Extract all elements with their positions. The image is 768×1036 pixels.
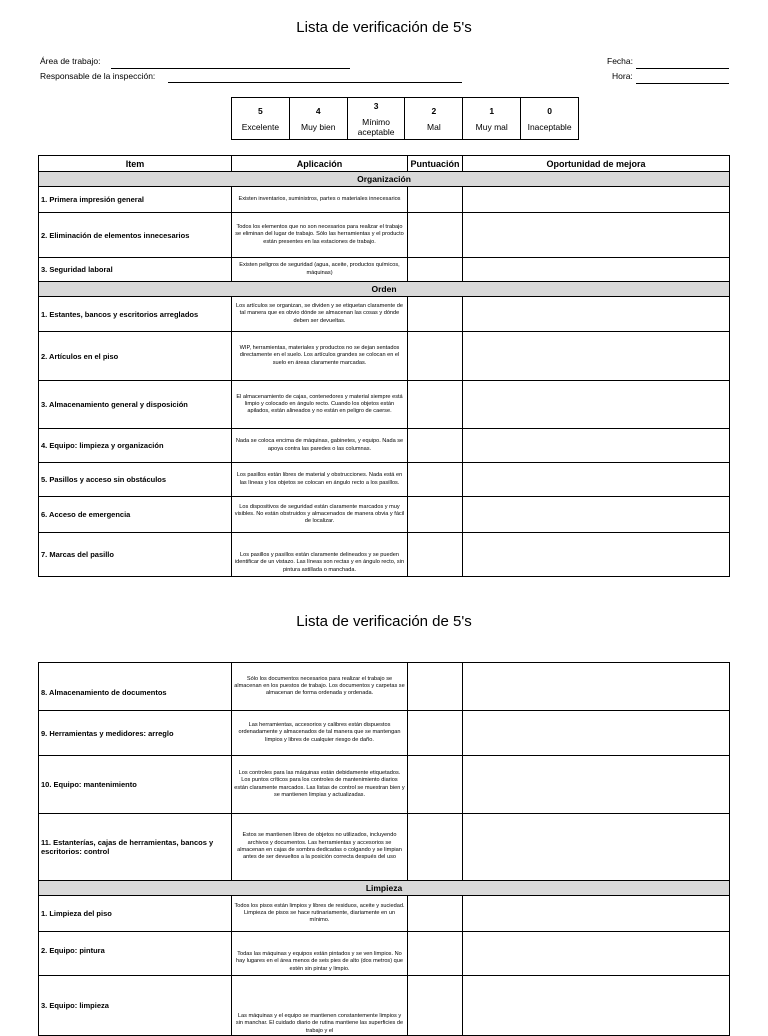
application-cell: WIP, herramientas, materiales y productos no se dejan sentados directamente en el suelo. Los artículos grandes se colocan en el suelo en áreas claramente marcadas. [232,332,408,381]
checklist-table-continued [38,662,730,1036]
item-cell: 2. Equipo: pintura [39,932,232,976]
score-cell[interactable] [408,297,463,332]
date-label: Fecha: [607,56,633,66]
page-title-2: Lista de verificación de 5's [296,613,472,630]
improvement-cell[interactable] [463,711,730,756]
improvement-cell[interactable] [463,896,730,932]
table-row [39,187,730,213]
improvement-cell[interactable] [463,497,730,533]
table-row [39,976,730,1036]
improvement-cell[interactable] [463,297,730,332]
date-field[interactable] [636,68,729,69]
application-cell: Las máquinas y el equipo se mantienen constantemente limpios y sin manchar. El cuidado diario de rutina mantiene las superficies de trabajo y el [232,976,408,1036]
application-cell: Existen peligros de seguridad (agua, aceite, productos químicos, máquinas) [232,258,408,282]
score-cell[interactable] [408,497,463,533]
improvement-cell[interactable] [463,381,730,429]
table-row [39,381,730,429]
area-label: Área de trabajo: [40,56,101,66]
table-row [39,814,730,881]
application-cell: Todas las máquinas y equipos están pintados y se ven limpios. No hay lugares en el área menos de seis pies de alto (dos metros) que estén sin pintar y limpio. [232,932,408,976]
table-row [39,711,730,756]
table-row [39,932,730,976]
application-cell: Sólo los documentos necesarios para realizar el trabajo se almacenan en los puestos de trabajo. Los documentos y carpetas se almacenan de forma ordenada y ordenada. [232,663,408,711]
score-cell[interactable] [408,814,463,881]
rating-scale [231,97,579,140]
header-application: Aplicación [232,156,408,172]
item-cell: 11. Estanterías, cajas de herramientas, bancos y escritorios: control [39,814,232,881]
score-cell[interactable] [408,332,463,381]
header-improvement: Oportunidad de mejora [463,156,730,172]
table-row [39,463,730,497]
table-row [39,497,730,533]
item-cell: 3. Almacenamiento general y disposición [39,381,232,429]
checklist-table [38,155,730,577]
item-cell: 10. Equipo: mantenimiento [39,756,232,814]
application-cell: Los controles para las máquinas están debidamente etiquetados. Los puntos críticos para los controles de mantenimiento diarios están claramente marcados. Las listas de control se muestran bien y se mantienen limpias y actualizadas. [232,756,408,814]
score-cell[interactable] [408,429,463,463]
table-row [39,213,730,258]
score-cell[interactable] [408,258,463,282]
table-row [39,756,730,814]
score-cell[interactable] [408,976,463,1036]
table-row [39,258,730,282]
header-item: Item [39,156,232,172]
page-title: Lista de verificación de 5's [296,19,472,36]
item-cell: 4. Equipo: limpieza y organización [39,429,232,463]
scale-cell: 0 Inaceptable [521,98,579,140]
table-row [39,533,730,577]
header-score: Puntuación [408,156,463,172]
application-cell: Las herramientas, accesorios y calibres están dispuestos ordenadamente y almacenados de tal manera que se mantengan limpios y libres de cualquier riesgo de daño. [232,711,408,756]
table-row [39,332,730,381]
table-row [39,297,730,332]
application-cell: El almacenamiento de cajas, contenedores y material siempre está limpio y colocado en ángulo recto. Cuando los objetos están apilados, están alineados y no están en peligro de caerse. [232,381,408,429]
scale-cell: 3 Mínimo aceptable [347,98,405,140]
item-cell: 8. Almacenamiento de documentos [39,663,232,711]
application-cell: Los artículos se organizan, se dividen y se etiquetan claramente de tal manera que es obvio dónde se almacenan las cosas y dónde deben ser devueltas. [232,297,408,332]
section-header: Orden [39,282,730,297]
time-label: Hora: [612,71,633,81]
item-cell: 3. Equipo: limpieza [39,976,232,1036]
improvement-cell[interactable] [463,533,730,577]
application-cell: Todos los pisos están limpios y libres de residuos, aceite y suciedad. Limpieza de pisos se hace rutinariamente, diariamente en un mínimo. [232,896,408,932]
score-cell[interactable] [408,533,463,577]
responsible-field[interactable] [168,82,462,83]
scale-cell: 1 Muy mal [463,98,521,140]
score-cell[interactable] [408,756,463,814]
score-cell[interactable] [408,896,463,932]
table-row [39,429,730,463]
application-cell: Los pasillos están libres de material y obstrucciones. Nada está en las líneas y los objetos se colocan en ángulo recto a los pasillos. [232,463,408,497]
scale-cell: 4 Muy bien [289,98,347,140]
item-cell: 9. Herramientas y medidores: arreglo [39,711,232,756]
area-field[interactable] [111,68,350,69]
section-header: Organización [39,172,730,187]
score-cell[interactable] [408,932,463,976]
improvement-cell[interactable] [463,932,730,976]
application-cell: Los dispositivos de seguridad están claramente marcados y muy visibles. No están obstruidos y almacenados de manera obvia y fácil de localizar. [232,497,408,533]
item-cell: 5. Pasillos y acceso sin obstáculos [39,463,232,497]
item-cell: 6. Acceso de emergencia [39,497,232,533]
score-cell[interactable] [408,711,463,756]
item-cell: 7. Marcas del pasillo [39,533,232,577]
improvement-cell[interactable] [463,463,730,497]
application-cell: Estos se mantienen libres de objetos no utilizados, incluyendo archivos y documentos. Las herramientas y accesorios se almacenan en cajas de sombra dedicadas o colgando y se limpian antes de ser devueltos a la posición correcta después del uso [232,814,408,881]
score-cell[interactable] [408,663,463,711]
score-cell[interactable] [408,381,463,429]
improvement-cell[interactable] [463,332,730,381]
improvement-cell[interactable] [463,814,730,881]
section-header: Limpieza [39,881,730,896]
improvement-cell[interactable] [463,258,730,282]
application-cell: Nada se coloca encima de máquinas, gabinetes, y equipo. Nada se apoya contra las paredes o las columnas. [232,429,408,463]
application-cell: Los pasillos y pasillos están claramente delineados y se pueden identificar de un vistazo. Las líneas son rectas y en ángulo recto, sin pintura astillada o manchada. [232,533,408,577]
improvement-cell[interactable] [463,663,730,711]
time-field[interactable] [636,83,729,84]
item-cell: 1. Limpieza del piso [39,896,232,932]
responsible-label: Responsable de la inspección: [40,71,156,81]
improvement-cell[interactable] [463,756,730,814]
improvement-cell[interactable] [463,429,730,463]
application-cell: Todos los elementos que no son necesarios para realizar el trabajo se eliminan del lugar de trabajo. Sólo las herramientas y el producto están presentes en las estaciones de trabajo. [232,213,408,258]
table-row [39,663,730,711]
score-cell[interactable] [408,187,463,213]
score-cell[interactable] [408,463,463,497]
improvement-cell[interactable] [463,976,730,1036]
score-cell[interactable] [408,213,463,258]
item-cell: 1. Primera impresión general [39,187,232,213]
scale-cell: 2 Mal [405,98,463,140]
item-cell: 1. Estantes, bancos y escritorios arreglados [39,297,232,332]
item-cell: 2. Artículos en el piso [39,332,232,381]
improvement-cell[interactable] [463,187,730,213]
table-row [39,896,730,932]
scale-cell: 5 Excelente [232,98,290,140]
application-cell: Existen inventarios, suministros, partes o materiales innecesarios [232,187,408,213]
item-cell: 3. Seguridad laboral [39,258,232,282]
item-cell: 2. Eliminación de elementos innecesarios [39,213,232,258]
improvement-cell[interactable] [463,213,730,258]
